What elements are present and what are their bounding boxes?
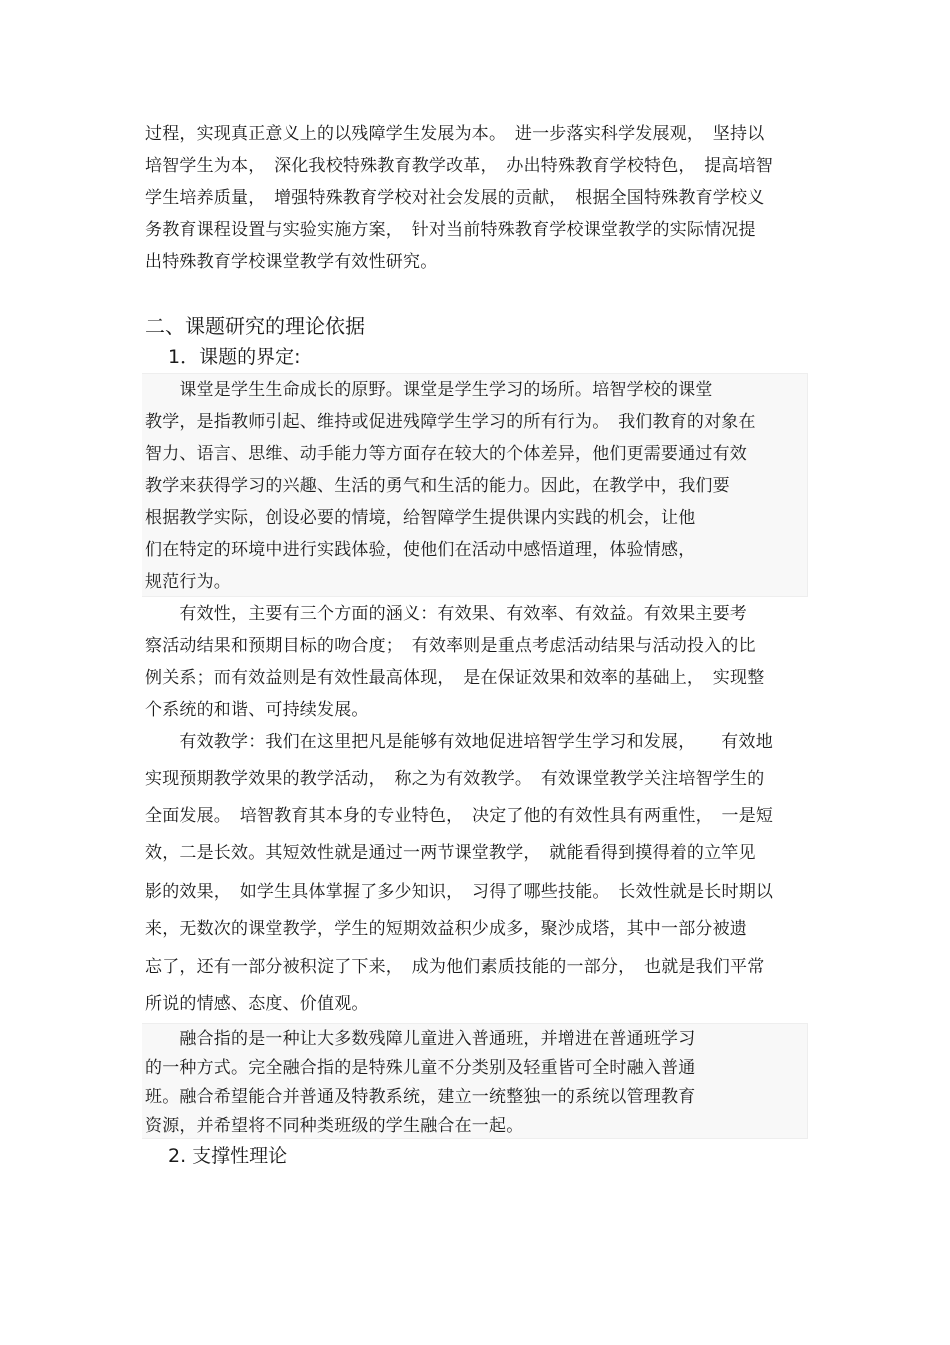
text-line: 有效性，主要有三个方面的涵义：有效果、有效率、有效益。有效果主要考 bbox=[145, 604, 747, 624]
text-line: 根据教学实际，创设必要的情境，给智障学生提供课内实践的机会，让他 bbox=[145, 508, 696, 528]
text-line: 的一种方式。完全融合指的是特殊儿童不分类别及轻重皆可全时融入普通 bbox=[145, 1058, 696, 1078]
text-line: 规范行为。 bbox=[145, 572, 231, 592]
text-line: 实现预期教学效果的教学活动， 称之为有效教学。 有效课堂教学关注培智学生的 bbox=[145, 769, 765, 789]
text-line: 们在特定的环境中进行实践体验，使他们在活动中感悟道理，体验情感， bbox=[145, 540, 696, 560]
text-line: 融合指的是一种让大多数残障儿童进入普通班，并增进在普通班学习 bbox=[145, 1029, 696, 1049]
text-line: 资源，并希望将不同种类班级的学生融合在一起。 bbox=[145, 1116, 524, 1136]
text-line: 效，二是长效。其短效性就是通过一两节课堂教学， 就能看得到摸得着的立竿见 bbox=[145, 843, 756, 863]
text-line: 培智学生为本， 深化我校特殊教育教学改革， 办出特殊教育学校特色， 提高培智 bbox=[145, 156, 774, 176]
text-line: 班。融合希望能合并普通及特教系统，建立一统整独一的系统以管理教育 bbox=[145, 1087, 696, 1107]
text-line: 过程，实现真正意义上的以残障学生发展为本。 进一步落实科学发展观， 坚持以 bbox=[145, 124, 765, 144]
text-line: 察活动结果和预期目标的吻合度； 有效率则是重点考虑活动结果与活动投入的比 bbox=[145, 636, 756, 656]
text-line: 影的效果， 如学生具体掌握了多少知识， 习得了哪些技能。 长效性就是长时期以 bbox=[145, 882, 774, 902]
text-line: 来，无数次的课堂教学，学生的短期效益积少成多，聚沙成塔，其中一部分被遗 bbox=[145, 919, 747, 939]
subsection-heading: 2. 支撑性理论 bbox=[168, 1145, 288, 1167]
subsection-heading: 1．课题的界定: bbox=[168, 346, 301, 368]
text-line: 出特殊教育学校课堂教学有效性研究。 bbox=[145, 252, 438, 272]
text-line: 智力、语言、思维、动手能力等方面存在较大的个体差异，他们更需要通过有效 bbox=[145, 444, 747, 464]
section-heading: 二、课题研究的理论依据 bbox=[145, 314, 365, 338]
text-line: 全面发展。 培智教育其本身的专业特色， 决定了他的有效性具有两重性， 一是短 bbox=[145, 806, 774, 826]
text-line: 教学来获得学习的兴趣、生活的勇气和生活的能力。因此，在教学中，我们要 bbox=[145, 476, 730, 496]
text-line: 务教育课程设置与实验实施方案， 针对当前特殊教育学校课堂教学的实际情况提 bbox=[145, 220, 756, 240]
text-line: 个系统的和谐、可持续发展。 bbox=[145, 700, 369, 720]
text-line: 忘了，还有一部分被积淀了下来， 成为他们素质技能的一部分， 也就是我们平常 bbox=[145, 957, 765, 977]
text-line: 所说的情感、态度、价值观。 bbox=[145, 994, 369, 1014]
text-line: 学生培养质量， 增强特殊教育学校对社会发展的贡献， 根据全国特殊教育学校义 bbox=[145, 188, 765, 208]
text-line: 教学，是指教师引起、维持或促进残障学生学习的所有行为。 我们教育的对象在 bbox=[145, 412, 756, 432]
text-line: 有效教学：我们在这里把凡是能够有效地促进培智学生学习和发展， 有效地 bbox=[145, 732, 773, 752]
text-line: 课堂是学生生命成长的原野。课堂是学生学习的场所。培智学校的课堂 bbox=[145, 380, 713, 400]
text-line: 例关系；而有效益则是有效性最高体现， 是在保证效果和效率的基础上， 实现整 bbox=[145, 668, 765, 688]
